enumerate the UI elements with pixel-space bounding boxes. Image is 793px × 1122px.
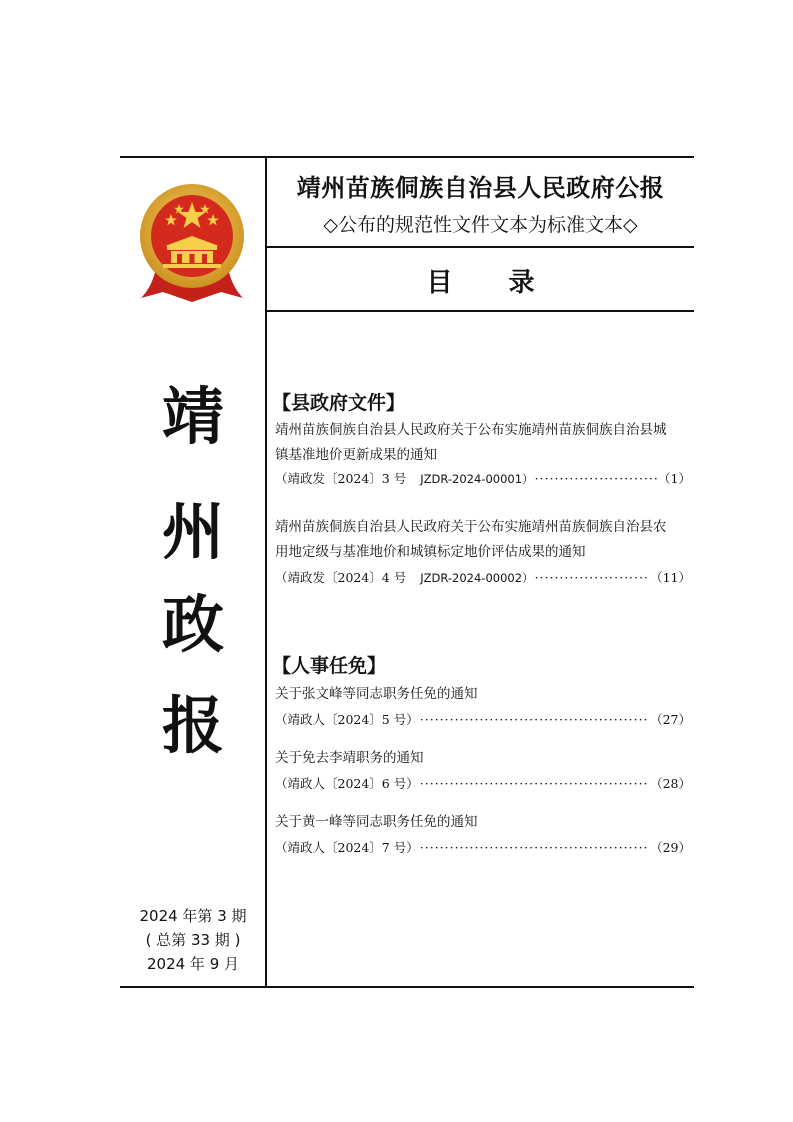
toc-heading-char-1: 目 xyxy=(426,268,453,298)
toc-entry-page: （27） xyxy=(650,712,691,727)
toc-entry-title[interactable] xyxy=(275,746,691,771)
total-issue: ( 总第 33 期 ) xyxy=(145,931,241,949)
toc-entry-title[interactable] xyxy=(275,810,691,835)
national-emblem-icon xyxy=(133,180,251,304)
cover-char-4: 报 xyxy=(161,689,224,762)
top-rule xyxy=(120,156,694,158)
toc-entry-docno: （靖政人〔2024〕5 号） xyxy=(275,712,419,727)
column-divider xyxy=(265,156,267,988)
cover-char-2: 州 xyxy=(161,495,224,568)
toc-leader xyxy=(535,569,650,587)
bottom-rule xyxy=(120,986,694,988)
toc-entry-title-line: 关于张文峰等同志职务任免的通知 xyxy=(275,686,478,702)
toc-entry-page: （28） xyxy=(650,776,691,791)
gazette-subtitle: ◇公布的规范性文件文本为标准文本◇ xyxy=(323,214,638,236)
toc-leader xyxy=(420,711,649,729)
toc-entry-code: JZDR-2024-00002） xyxy=(420,571,534,585)
cover-char-3: 政 xyxy=(161,588,224,661)
toc-entry-page: （1） xyxy=(658,471,691,486)
toc-entry-ref[interactable] xyxy=(275,839,691,857)
toc-entry-ref[interactable] xyxy=(275,569,691,587)
toc-entry-title[interactable] xyxy=(275,418,691,468)
toc-entry-ref[interactable] xyxy=(275,470,691,488)
toc-entry-title-line: 靖州苗族侗族自治县人民政府关于公布实施靖州苗族侗族自治县城 xyxy=(275,422,667,438)
toc-entry-ref[interactable] xyxy=(275,775,691,793)
toc-entry-title[interactable] xyxy=(275,515,691,565)
toc-entry-title-line: 镇基准地价更新成果的通知 xyxy=(275,447,437,463)
toc-entry-title-line: 用地定级与基准地价和城镇标定地价评估成果的通知 xyxy=(275,544,586,560)
toc-heading-char-2: 录 xyxy=(508,268,535,298)
toc-entry-title[interactable] xyxy=(275,682,691,707)
toc-rule xyxy=(266,310,694,312)
toc-entry-docno: （靖政人〔2024〕7 号） xyxy=(275,840,419,855)
toc-entry-docno: （靖政发〔2024〕3 号 xyxy=(275,471,407,486)
toc-entry-docno: （靖政发〔2024〕4 号 xyxy=(275,570,407,585)
issue-date: 2024 年 9 月 xyxy=(146,955,240,973)
toc-entry-title-line: 关于黄一峰等同志职务任免的通知 xyxy=(275,814,478,830)
toc-entry-title-line: 靖州苗族侗族自治县人民政府关于公布实施靖州苗族侗族自治县农 xyxy=(275,519,667,535)
cover-char-1: 靖 xyxy=(161,380,224,453)
toc-leader xyxy=(420,839,649,857)
toc-entry-ref[interactable] xyxy=(275,711,691,729)
issue-number: 2024 年第 3 期 xyxy=(139,907,247,925)
toc-entry-docno: （靖政人〔2024〕6 号） xyxy=(275,776,419,791)
section-heading-personnel: 【人事任免】 xyxy=(272,655,387,677)
toc-entry-code: JZDR-2024-00001） xyxy=(420,472,534,486)
toc-entry-page: （29） xyxy=(650,840,691,855)
section-heading-county-docs: 【县政府文件】 xyxy=(272,392,406,414)
toc-leader xyxy=(535,470,657,488)
header-rule xyxy=(266,246,694,248)
toc-heading xyxy=(268,262,693,299)
gazette-title: 靖州苗族侗族自治县人民政府公报 xyxy=(296,174,665,202)
toc-entry-page: （11） xyxy=(650,570,691,585)
toc-entry-title-line: 关于免去李靖职务的通知 xyxy=(275,750,424,766)
toc-leader xyxy=(420,775,649,793)
